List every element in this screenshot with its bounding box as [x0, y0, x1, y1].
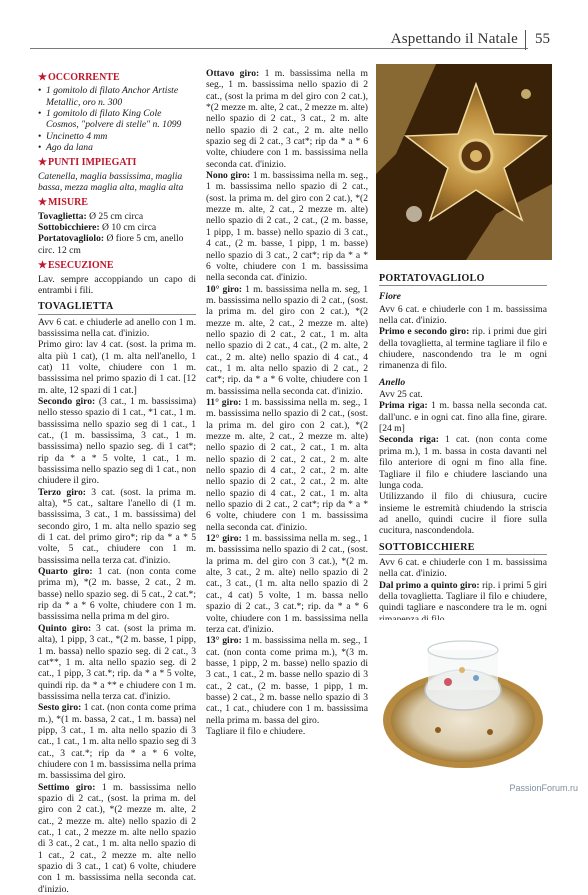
paragraph: Primo e secondo giro: rip. i primi due giri della tovaglietta, al termine tagliare il filo e chiudere, nascondendo tra le m ogni rimanenza di filo.	[379, 326, 547, 372]
section-heading-punti: ★PUNTI IMPIEGATI	[38, 157, 137, 169]
star-icon: ★	[38, 260, 47, 272]
subheading-sottobicchiere: SOTTOBICCHIERE	[379, 542, 547, 555]
paragraph: Avv 6 cat. e chiuderle con 1 m. bassissima nella cat. d'inizio.	[379, 303, 547, 327]
list-item: • 1 gomitolo di filato King Cole Cosmos, "polvere di stelle" n. 1099	[38, 108, 196, 131]
paragraph: Prima riga: 1 m. bassa nella seconda cat. dall'unc. e in ogni cat. fino alla fine, girare. [24 m]	[379, 400, 547, 435]
measurements	[38, 211, 196, 256]
measure-row: Sottobicchiere: Ø 10 cm circa	[38, 222, 157, 234]
paragraph: Quarto giro: 1 cat. (non conta come prima m), *(2 m. basse, 2 cat., 2 m. basse) nello spazio seg. di 5 cat., 2 cat.*; rip da * a * 6 volte, chiudere con 1 m. bassissima nella prima m del giro.	[38, 566, 196, 623]
header-separator	[525, 30, 526, 50]
paragraph: Tagliare il filo e chiudere.	[206, 725, 306, 737]
paragraph: Avv 25 cat.	[379, 389, 423, 401]
paragraph: Ottavo giro: 1 m. bassissima nella m seg., 1 m. bassissima nello spazio di 2 cat., (sost la prima m del giro con 2 cat.), *(2 mezze m. alte, 2 cat., 2 mezze m. alte) nello spazio di 2 cat., 3 cat., 2 m. alte nello spazio di 2 cat., 2 m. alte nello spazio seg di 2 cat., 3 cat*; rip da * a * 6 volte, chiudere con 1 m. bassissima nella seconda cat. d'inizio.	[206, 68, 368, 170]
subheading-tovaglietta: TOVAGLIETTA	[38, 301, 196, 314]
list-item: • Ago da lana	[38, 142, 196, 153]
paragraph: Quinto giro: 3 cat. (sost la prima m. alta), 1 pipp, 3 cat., *(2 m. basse, 1 pipp, 1 m. bassa) nello spazio seg. di 2 cat., 3 cat**, 1 m. alta nello spazio seg. di 2 cat., 1 pipp, 3 cat.*; rip. da * a * 5 volte, quindi rip. da * a ** e chiudere con 1 m. bassissima nella terza cat. d'inizio.	[38, 622, 196, 702]
paragraph: Avv 6 cat. e chiuderle con 1 m. bassissima nella cat. d'inizio.	[379, 556, 547, 580]
paragraph: Secondo giro: (3 cat., 1 m. bassissima) nello stesso spazio di 1 cat., *1 cat., 1 m. bassissima nello spazio seg di 1 cat., 1 cat., (1 m. bassissima, 3 cat., 1 m. bassissima) nello spazio seg. di 1 cat*; rip da * a * 5 volte, 1 cat., 1 m. bassissima nello spazio seg di 1 cat., non chiudere il giro.	[38, 395, 196, 487]
page-number: 55	[535, 31, 550, 47]
section-heading-misure: ★MISURE	[38, 197, 88, 209]
materials-list	[38, 85, 196, 153]
subheading-portatovagliolo: PORTATOVAGLIOLO	[379, 273, 547, 286]
header-rule	[30, 48, 528, 49]
paragraph: 10° giro: 1 m. bassissima nella m. seg, 1 m. bassissima nello spazio di 2 cat., (sost. la prima m. del giro con 2 cat.), *(2 mezze m. alte, 2 cat., 2 mezze m. alte) nello spazio di 2 cat., 2 cat., 1 m. alta nello spazio di 2 cat., 4 cat., (2 m. alte, 2 cat., 2 m. alte) nello spazio di 4 cat., 4 cat., 1 m. alta nello spazio di 2 cat., 2 cat*; rip. da * a * 6 volte, chiudere con 1 m. bassissima nella seconda cat. d'inizio.	[206, 283, 368, 397]
star-icon: ★	[38, 72, 47, 83]
star-icon: ★	[38, 197, 47, 209]
subheading-fiore: Fiore	[379, 291, 401, 303]
paragraph: Primo giro: lav 4 cat. (sost. la prima m. alta più 1 cat), (1 m. alta nell'anello, 1 cat) 11 volte, chiudere con 1 m. bassissima nel primo spazio di 1 cat. [12 m. alte, 12 spazi di 1 cat.]	[38, 339, 196, 396]
column-left	[38, 68, 196, 895]
paragraph: Sesto giro: 1 cat. (non conta come prima m.), *(1 m. bassa, 2 cat., 1 m. bassa) nel pipp, 3 cat., 1 m. alta nello spazio di 3 cat., 1 cat., 1 m. alta nello spazio seg di 3 cat., 3 cat.*; rip da * a * 6 volte, chiudere con 1 m. bassissima nella prima m. bassissima del giro.	[38, 702, 196, 782]
photo-crochet-coaster-art	[376, 64, 552, 260]
measure-row: Tovaglietta: Ø 25 cm circa	[38, 210, 144, 222]
esecuzione-text: Lav. sempre accoppiando un capo di entrambi i fili.	[38, 273, 196, 296]
paragraph: Seconda riga: 1 cat. (non conta come prima m.), 1 m. bassa in costa davanti nel filo anteriore di ogni m fino alla fine. Tagliare il filo e chiudere lasciando una lunga coda.	[379, 434, 547, 491]
paragraph: Avv 6 cat. e chiuderle ad anello con 1 m. bassissima nella cat. d'inizio.	[38, 316, 196, 339]
watermark: PassionForum.ru	[509, 783, 578, 793]
photo-crochet-doily	[378, 620, 548, 780]
paragraph: 13° giro: 1 m. bassissima nella m. seg., 1 cat. (non conta come prima m.), *(3 m. basse, 1 pipp, 2 m. basse) nello spazio di 3 cat., 1 cat., 2 m. basse nello spazio di 3 cat., 2 cat., (2 m. basse, 1 pipp, 1 m. basse) 2 cat., 2 m. basse nello spazio di 3 cat., 1 cat., chiudere con 1 m. bassissima nella prima m. bassa del giro.	[206, 635, 368, 726]
paragraph: Settimo giro: 1 m. bassissima nello spazio di 2 cat., (sost. la prima m. del giro con 2 cat.), *(2 mezze m. alte, 2 cat., 2 mezze m. alte) nello spazio di 2 cat., 1 cat., 2 mezze m. alte nello spazio di 3 cat., 2 cat., 1 m. alta nello spazio di 1 cat., 2 cat., 2 mezze m. alte nello spazio di 3 cat., 1 cat) 6 volte, chiudere con 1 m. bassissima nella seconda cat. d'inizio.	[38, 781, 196, 895]
column-middle	[206, 68, 368, 737]
section-heading-occorrente: ★OCCORRENTE	[38, 72, 120, 83]
measure-row: Portatovagliolo: Ø fiore 5 cm, anello circ. 12 cm	[38, 233, 184, 256]
section-heading-esecuzione: ★ESECUZIONE	[38, 260, 114, 272]
paragraph: Dal primo a quinto giro: rip. i primi 5 giri della tovaglietta. Tagliare il filo e chiudere, quindi tagliare e nascondere tra le m. ogni	[379, 579, 547, 614]
stitches-text: Catenella, maglia bassissima, maglia bassa, mezza maglia alta, maglia alta	[38, 170, 184, 194]
paragraph: Nono giro: 1 m. bassissima nella m. seg., 1 m. bassissima nello spazio di 2 cat., (sost. la prima m. del giro con 2 cat.), *(2 mezze m. alte, 2 cat., 2 mezze m. alte) nello spazio di 2 cat., 2 cat., (2 m. basse, 1 pipp, 1 m. basse) nello spazio di 3 cat., 4 cat., (2 m. basse, 1 pipp, 1 m. basse) nello spazio di 3 cat., 2 cat*; rip da * a * 6 volte, chiudere con 1 m. bassissima nella seconda cat. d'inizio.	[206, 170, 369, 284]
column-right	[379, 268, 547, 625]
photo-crochet-doily-art	[378, 620, 548, 780]
photo-crochet-coaster	[376, 64, 552, 260]
list-item: • Uncinetto 4 mm	[38, 131, 196, 142]
paragraph: Terzo giro: 3 cat. (sost. la prima m. alta), *5 cat., saltare l'anello di (1 m. bassissima, 3 cat., 1 m. bassissima) del secondo giro, 1 m. alta nello spazio seg di 1 cat. del primo giro*; rip da * a * 5 volte, 5 cat., chiudere con 1 m. bassissima nella terza cat. d'inizio.	[38, 486, 197, 566]
star-icon: ★	[38, 157, 47, 169]
list-item: • 1 gomitolo di filato Anchor Artiste Metallic, oro n. 300	[38, 85, 196, 108]
subheading-anello: Anello	[379, 376, 406, 388]
paragraph: 12° giro: 1 m. bassissima nella m. seg., 1 m. bassissima nello spazio di 2 cat., (sost. la prima m. del giro con 3 cat.), *(2 m. alte, 3 cat., 2 m. alte) nello spazio di 2 cat., 3 cat., (1 m. alta nello spazio di 2 cat., 4 cat) 5 volte, 1 m. bassa nello spazio di 2 cat., 3 cat.*; rip. da * a * 6 volte, chiudere con 1 m. bassissima nella terza cat. d'inizio.	[206, 533, 368, 635]
paragraph: Utilizzando il filo di chiusura, cucire insieme le estremità chiudendo la striscia ad anello, quindi cucire il fiore sulla cucitura, nascondendola.	[379, 491, 547, 537]
header-title: Aspettando il Natale	[390, 31, 518, 47]
paragraph: 11° giro: 1 m. bassissima nella m. seg., 1 m. bassissima nello spazio di 2 cat., (sost. la prima m. del giro con 2 cat.), *(2 mezze m. alte, 2 cat., 2 mezze m. alte) nello spazio di 2 cat., 2 cat., 1 m. alta nello spazio di 2 cat., 2 cat., 2 m. alte nello spazio di 4 cat., 2 cat., 2 m. alte nello spazio di 2 cat., 2 cat., 2 m. alte nello spazio di 4 cat., 2 cat., 1 m. alta nello spazio di 2 cat., 2 cat*; rip da * a * 6 volte, chiudere con 1 m. bassissima nella seconda cat. d'inizio.	[206, 396, 368, 533]
